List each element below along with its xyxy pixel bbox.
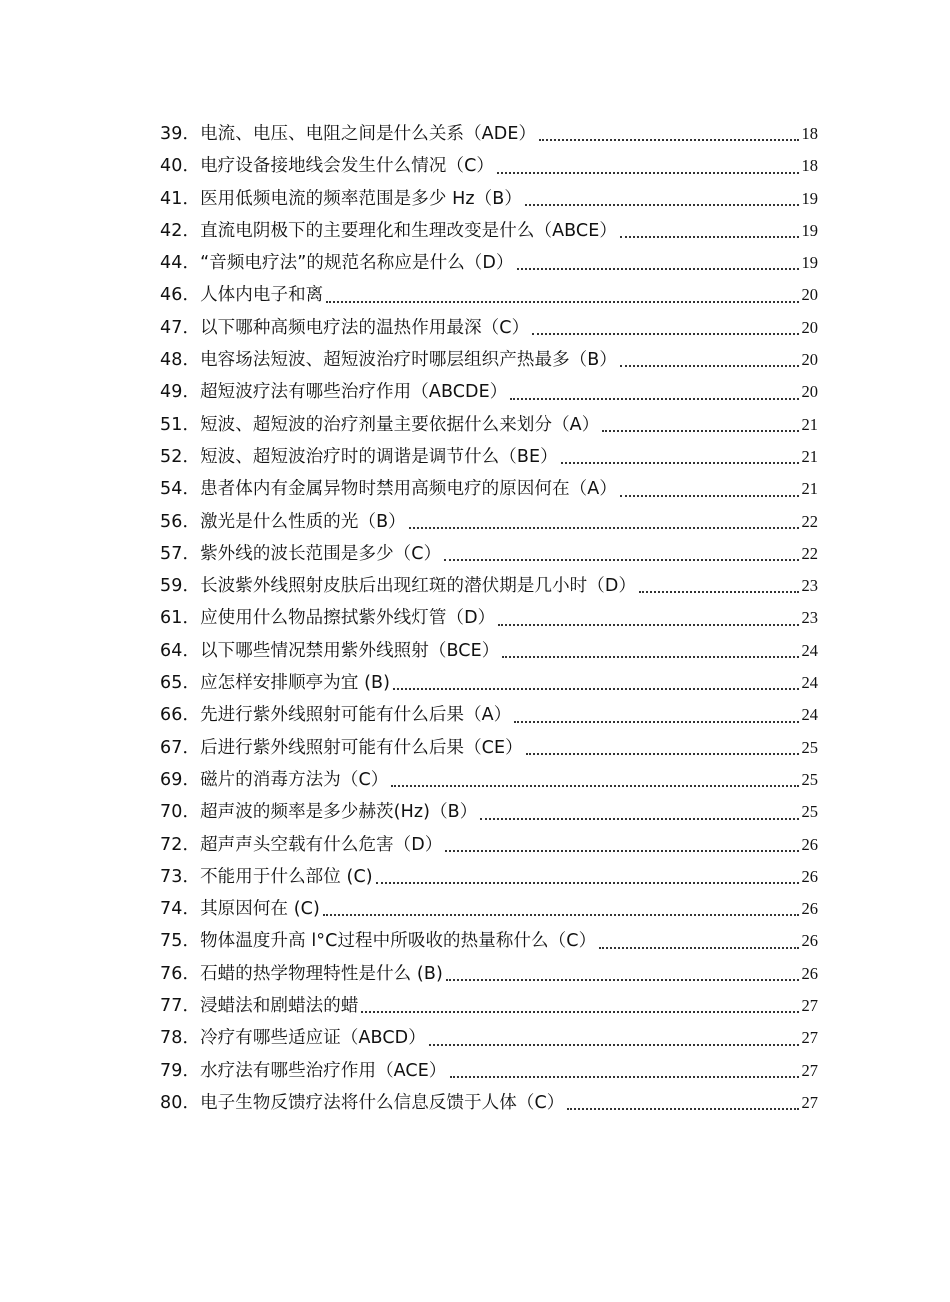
toc-entry[interactable] [160,732,818,764]
toc-entry-title: 74．其原因何在 (C) [160,899,320,920]
toc-entry-page-number: 20 [801,350,818,370]
toc-entry-title: 40．电疗设备接地线会发生什么情况（C） [160,156,494,177]
toc-entry-title: 70．超声波的频率是多少赫茨(Hz)（B） [160,802,478,823]
toc-entry-page-number: 24 [801,640,818,660]
toc-entry-title: 47．以下哪种高频电疗法的温热作用最深（C） [160,317,530,338]
toc-entry-page-number: 21 [801,479,818,499]
toc-entry-title: 39．电流、电压、电阻之间是什么关系（ADE） [160,124,537,144]
toc-leader-dots [429,1043,799,1046]
toc-entry-title: 42．直流电阴极下的主要理化和生理改变是什么（ABCE） [160,220,618,241]
toc-entry[interactable] [160,1087,818,1119]
toc-entry[interactable] [160,473,818,505]
toc-entry[interactable] [160,183,818,215]
toc-entry-title: 41．医用低频电流的频率范围是多少 Hz（B） [160,188,522,209]
toc-leader-dots [450,1075,799,1078]
toc-leader-dots [376,881,799,884]
toc-entry-title: 51．短波、超短波的治疗剂量主要依据什么来划分（A） [160,414,600,435]
toc-entry-page-number: 26 [801,834,818,854]
toc-leader-dots [526,752,799,755]
toc-entry-page-number: 24 [801,705,818,725]
toc-entry-title: 73．不能用于什么部位 (C) [160,866,373,887]
toc-leader-dots [391,784,798,787]
toc-leader-dots [602,429,798,432]
toc-entry[interactable] [160,635,818,667]
toc-entry[interactable] [160,312,818,344]
toc-entry-title: 72．超声声头空载有什么危害（D） [160,834,443,855]
toc-entry-page-number: 26 [801,963,818,983]
toc-entry-title: 76．石蜡的热学物理特性是什么 (B) [160,963,443,984]
toc-entry-page-number: 22 [801,511,818,531]
toc-entry-page-number: 27 [801,1092,818,1112]
toc-entry-title: 69．磁片的消毒方法为（C） [160,769,389,790]
toc-entry-title: 80．电子生物反馈疗法将什么信息反馈于人体（C） [160,1092,565,1113]
toc-leader-dots [498,623,798,626]
toc-entry-page-number: 26 [801,931,818,951]
toc-entry[interactable] [160,215,818,247]
toc-entry[interactable] [160,667,818,699]
toc-entry-title: 57．紫外线的波长范围是多少（C） [160,543,442,564]
toc-entry-title: 61．应使用什么物品擦拭紫外线灯管（D） [160,608,496,629]
toc-entry-page-number: 23 [801,608,818,628]
toc-entry-page-number: 19 [801,188,818,208]
toc-entry-page-number: 18 [801,124,818,143]
toc-leader-dots [446,978,799,981]
toc-entry[interactable] [160,958,818,990]
toc-entry-title: 44．“音频电疗法”的规范名称应是什么（D） [160,253,514,274]
toc-entry-page-number: 24 [801,673,818,693]
toc-entry[interactable] [160,893,818,925]
toc-leader-dots [409,526,799,529]
toc-entry-title: 64．以下哪些情况禁用紫外线照射（BCE） [160,640,500,661]
toc-leader-dots [517,267,799,270]
toc-leader-dots [561,461,799,464]
toc-entry[interactable] [160,376,818,408]
toc-leader-dots [323,913,799,916]
toc-entry-page-number: 25 [801,802,818,822]
toc-entry-title: 65．应怎样安排顺亭为宜 (B) [160,673,391,694]
toc-entry-title: 48．电容场法短波、超短波治疗时哪层组织产热最多（B） [160,350,617,371]
toc-leader-dots [525,203,799,206]
toc-entry-title: 67．后进行紫外线照射可能有什么后果（CE） [160,737,523,758]
toc-leader-dots [445,849,798,852]
toc-entry[interactable] [160,829,818,861]
toc-entry-title: 79．水疗法有哪些治疗作用（ACE） [160,1060,447,1081]
toc-entry-page-number: 27 [801,1060,818,1080]
toc-entry-page-number: 22 [801,543,818,563]
toc-entry-page-number: 27 [801,1028,818,1048]
toc-leader-dots [502,655,798,658]
table-of-contents [160,118,818,1119]
toc-entry[interactable] [160,602,818,634]
toc-leader-dots [444,558,798,561]
toc-leader-dots [567,1107,798,1110]
toc-leader-dots [514,720,798,723]
toc-leader-dots [620,364,799,367]
toc-entry-title: 56．激光是什么性质的光（B） [160,511,406,532]
toc-entry-page-number: 20 [801,382,818,402]
toc-entry[interactable] [160,279,818,311]
toc-entry-title: 78．冷疗有哪些适应证（ABCD） [160,1028,426,1049]
toc-entry-page-number: 20 [801,317,818,337]
toc-entry[interactable] [160,1055,818,1087]
toc-entry-page-number: 26 [801,866,818,886]
toc-entry-page-number: 25 [801,737,818,757]
toc-entry-page-number: 23 [801,576,818,596]
toc-entry[interactable] [160,409,818,441]
toc-entry[interactable] [160,861,818,893]
toc-entry-title: 77．浸蜡法和剧蜡法的蜡 [160,996,359,1017]
toc-entry[interactable] [160,441,818,473]
toc-leader-dots [510,397,798,400]
toc-entry-title: 46．人体内电子和离 [160,285,324,306]
toc-entry-page-number: 18 [801,156,818,176]
toc-entry[interactable] [160,990,818,1022]
toc-entry-title: 54．患者体内有金属异物时禁用高频电疗的原因何在（A） [160,479,617,500]
toc-entry-title: 66．先进行紫外线照射可能有什么后果（A） [160,705,512,726]
toc-entry[interactable] [160,570,818,602]
toc-leader-dots [620,494,799,497]
toc-leader-dots [532,332,798,335]
toc-leader-dots [539,138,798,141]
toc-entry[interactable] [160,699,818,731]
toc-entry-page-number: 20 [801,285,818,305]
toc-entry[interactable] [160,764,818,796]
toc-leader-dots [393,687,798,690]
toc-entry-title: 52．短波、超短波治疗时的调谐是调节什么（BE） [160,446,558,467]
toc-entry[interactable] [160,247,818,279]
toc-entry-title: 49．超短波疗法有哪些治疗作用（ABCDE） [160,382,508,403]
toc-entry[interactable] [160,538,818,570]
toc-leader-dots [361,1010,798,1013]
toc-leader-dots [497,171,799,174]
toc-entry[interactable] [160,796,818,828]
toc-entry-page-number: 19 [801,220,818,240]
toc-entry-page-number: 25 [801,769,818,789]
toc-entry-page-number: 21 [801,446,818,466]
toc-leader-dots [480,817,798,820]
toc-entry[interactable] [160,925,818,957]
toc-entry-page-number: 26 [801,899,818,919]
toc-entry[interactable] [160,150,818,182]
toc-leader-dots [639,590,798,593]
toc-entry-title: 75．物体温度升高 l°C过程中所吸收的热量称什么（C） [160,931,597,952]
toc-leader-dots [326,300,798,303]
toc-leader-dots [599,946,798,949]
toc-entry-page-number: 27 [801,996,818,1016]
toc-entry[interactable] [160,118,818,150]
toc-entry[interactable] [160,344,818,376]
toc-entry-page-number: 21 [801,414,818,434]
toc-leader-dots [620,235,798,238]
toc-entry-title: 59．长波紫外线照射皮肤后出现红斑的潜伏期是几小时（D） [160,576,637,597]
toc-entry-page-number: 19 [801,253,818,273]
toc-entry[interactable] [160,506,818,538]
toc-entry[interactable] [160,1022,818,1054]
